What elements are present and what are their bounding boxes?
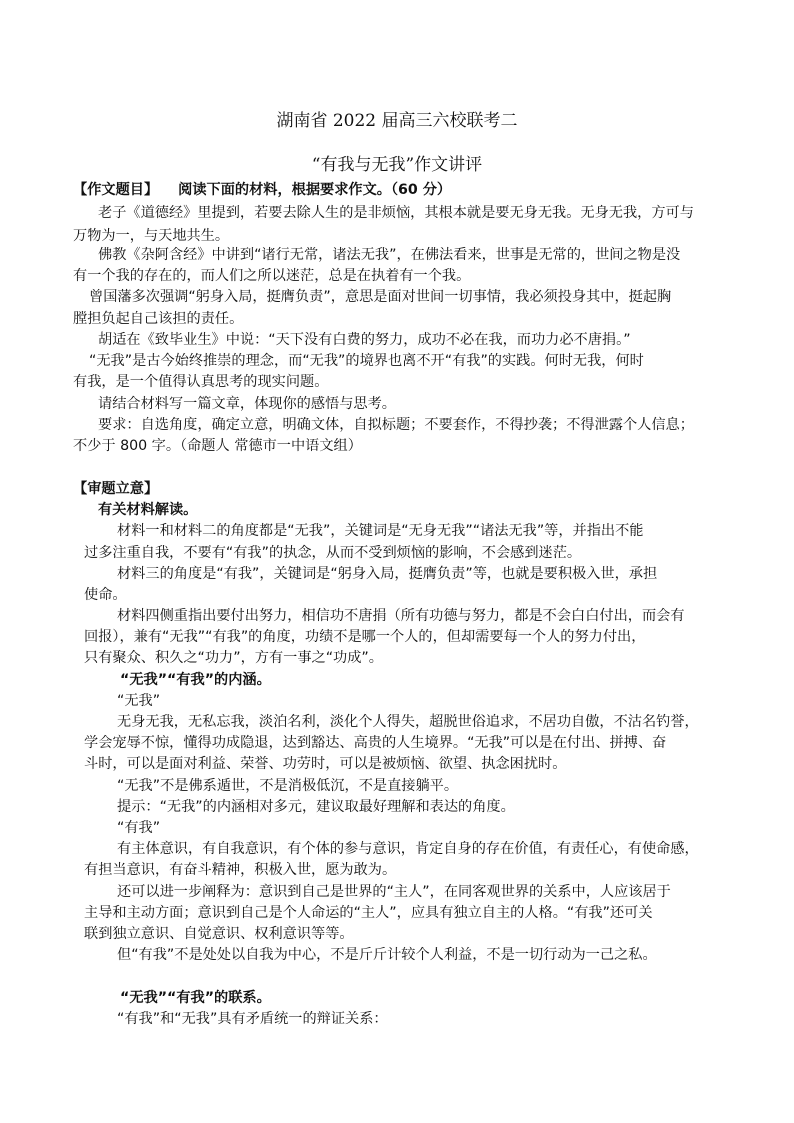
wuwo-definition-cont-1: 学会宠辱不惊，懂得功成隐退，达到豁达、高贵的人生境界。“无我”可以是在付出、拼搏、奋 [84, 735, 667, 751]
youwo-definition: 有主体意识，有自我意识，有个体的参与意识，肯定自身的存在价值，有责任心，有使命感， [117, 841, 699, 857]
task-paragraph-3-cont: 膛担负起自己该担的责任。 [73, 311, 244, 327]
document-title: 湖南省 2022 届高三六校联考二 [276, 111, 518, 131]
wuwo-clarification: “无我”不是佛系遁世，不是消极低沉，不是直接躺平。 [117, 778, 459, 794]
youwo-label: “有我” [117, 820, 161, 836]
material-1-2-reading: 材料一和材料二的角度都是“无我”，关键词是“无身无我”“诸法无我”等，并指出不能 [117, 523, 644, 539]
wuwo-definition-cont-2: 斗时，可以是面对利益、荣誉、功劳时，可以是被烦恼、欲望、执念困扰时。 [84, 756, 567, 772]
analysis-heading-2: “无我”“有我”的内涵。 [120, 672, 271, 688]
task-paragraph-1-cont: 万物为一，与天地共生。 [73, 228, 230, 244]
youwo-clarification: 但“有我”不是处处以自我为中心，不是斤斤计较个人利益，不是一切行动为一己之私。 [117, 947, 657, 963]
task-paragraph-6: 请结合材料写一篇文章，体现你的感悟与思考。 [98, 396, 396, 412]
material-4-reading-cont-2: 只有聚众、积久之“功力”，方有一事之“功成”。 [84, 650, 383, 666]
task-label: 【作文题目】 [73, 182, 159, 198]
task-paragraph-3: 曾国藩多次强调“躬身入局，挺膺负责”，意思是面对世间一切事情，我必须投身其中，挺起胸 [89, 289, 672, 305]
material-4-reading: 材料四侧重指出要付出努力，相信功不唐捐（所有功德与努力，都是不会白白付出，而会有 [117, 608, 685, 624]
task-paragraph-4: 胡适在《致毕业生》中说：“天下没有白费的努力，成功不必在我，而功力必不唐捐。” [98, 332, 631, 348]
task-paragraph-2-cont: 有一个我的存在的，而人们之所以迷茫，总是在执着有一个我。 [73, 268, 471, 284]
document-subtitle: “有我与无我”作文讲评 [311, 155, 483, 175]
task-heading [73, 180, 451, 200]
task-paragraph-5: “无我”是古今始终推崇的理念，而“无我”的境界也离不开“有我”的实践。何时无我，何时 [89, 353, 644, 369]
analysis-heading-1: 有关材料解读。 [98, 502, 198, 518]
task-paragraph-5-cont: 有我，是一个值得认真思考的现实问题。 [73, 374, 329, 390]
task-requirements: 要求：自选角度，确定立意，明确文体，自拟标题；不要套作，不得抄袭；不得泄露个人信息； [98, 417, 694, 433]
wuwo-definition: 无身无我，无私忘我，淡泊名利，淡化个人得失，超脱世俗追求，不居功自傲，不沽名钓誉， [117, 714, 699, 730]
analysis-label: 【审题立意】 [73, 481, 159, 497]
task-paragraph-1: 老子《道德经》里提到，若要去除人生的是非烦恼，其根本就是要无身无我。无身无我，方可与 [98, 205, 694, 221]
youwo-explanation-cont-1: 主导和主动方面；意识到自己是个人命运的“主人”，应具有独立自主的人格。“有我”还可关 [84, 905, 653, 921]
wuwo-tip: 提示：“无我”的内涵相对多元，建议取最好理解和表达的角度。 [117, 799, 515, 815]
material-3-reading: 材料三的角度是“有我”，关键词是“躬身入局，挺膺负责”等，也就是要积极入世，承担 [117, 566, 658, 582]
task-requirements-cont: 不少于 800 字。（命题人 常德市一中语文组） [73, 438, 362, 454]
youwo-explanation: 还可以进一步阐释为：意识到自己是世界的“主人”，在同客观世界的关系中，人应该居于 [117, 884, 671, 900]
task-paragraph-2: 佛教《杂阿含经》中讲到“诸行无常，诸法无我”，在佛法看来，世事是无常的，世间之物是没 [98, 247, 681, 263]
material-4-reading-cont-1: 回报），兼有“无我”“有我”的角度，功绩不是哪一个人的，但却需要每一个人的努力付出， [84, 629, 646, 645]
youwo-explanation-cont-2: 联到独立意识、自觉意识、权利意识等等。 [84, 926, 354, 942]
youwo-definition-cont: 有担当意识，有奋斗精神，积极入世，愿为敢为。 [84, 862, 397, 878]
wuwo-label: “无我” [117, 693, 161, 709]
relationship-intro: “有我”和“无我”具有矛盾统一的辩证关系： [117, 1011, 388, 1027]
analysis-heading-3: “无我”“有我”的联系。 [120, 990, 271, 1006]
task-instruction: 阅读下面的材料，根据要求作文。（60 分） [178, 182, 452, 198]
material-3-reading-cont: 使命。 [84, 587, 127, 603]
material-1-2-reading-cont: 过多注重自我，不要有“有我”的执念，从而不受到烦恼的影响，不会感到迷茫。 [84, 545, 582, 561]
